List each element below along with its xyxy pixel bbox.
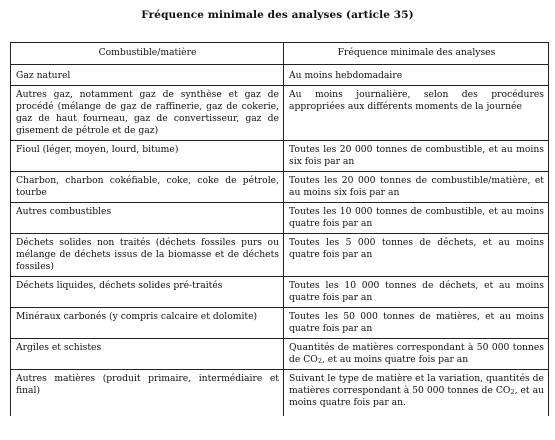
material-cell: Autres matières (produit primaire, intermédiaire et final) bbox=[11, 370, 284, 417]
frequency-text-end: , et au moins quatre fois par an bbox=[321, 354, 469, 365]
frequency-cell: Au moins hebdomadaire bbox=[284, 65, 549, 86]
table-row bbox=[11, 65, 549, 86]
table-row bbox=[11, 308, 549, 339]
material-cell: Fioul (léger, moyen, lourd, bitume) bbox=[11, 141, 284, 172]
material-cell: Déchets liquides, déchets solides pré-traités bbox=[11, 277, 284, 308]
frequency-cell: Toutes les 10 000 tonnes de combustible, et au moins quatre fois par an bbox=[284, 203, 549, 234]
material-cell: Charbon, charbon cokéfiable, coke, coke de pétrole, tourbe bbox=[11, 172, 284, 203]
subscript-2: 2 bbox=[317, 357, 322, 365]
frequency-cell: Toutes les 10 000 tonnes de déchets, et au moins quatre fois par an bbox=[284, 277, 549, 308]
material-cell: Déchets solides non traités (déchets fossiles purs ou mélange de déchets issus de la biomasse et de déchets fossiles) bbox=[11, 234, 284, 277]
material-cell: Autres combustibles bbox=[11, 203, 284, 234]
table-row bbox=[11, 339, 549, 370]
table-header-row bbox=[11, 43, 549, 65]
material-cell: Gaz naturel bbox=[11, 65, 284, 86]
analysis-frequency-table bbox=[10, 42, 549, 416]
frequency-cell bbox=[284, 370, 549, 417]
table-row bbox=[11, 141, 549, 172]
page-title: Fréquence minimale des analyses (article 35) bbox=[141, 9, 414, 21]
table-row bbox=[11, 172, 549, 203]
table-row bbox=[11, 86, 549, 141]
table-row bbox=[11, 277, 549, 308]
material-cell: Autres gaz, notamment gaz de synthèse et gaz de procédé (mélange de gaz de raffinerie, gaz de cokerie, gaz de haut fourneau, gaz de convertisseur, gaz de gisement de pétrole et de gaz) bbox=[11, 86, 284, 141]
frequency-cell: Toutes les 50 000 tonnes de matières, et au moins quatre fois par an bbox=[284, 308, 549, 339]
table-row bbox=[11, 370, 549, 417]
frequency-cell: Toutes les 20 000 tonnes de combustible/matière, et au moins six fois par an bbox=[284, 172, 549, 203]
material-cell: Minéraux carbonés (y compris calcaire et dolomite) bbox=[11, 308, 284, 339]
header-frequency: Fréquence minimale des analyses bbox=[284, 43, 549, 65]
table-row bbox=[11, 234, 549, 277]
material-cell: Argiles et schistes bbox=[11, 339, 284, 370]
table-row bbox=[11, 203, 549, 234]
frequency-cell bbox=[284, 339, 549, 370]
subscript-2: 2 bbox=[510, 388, 515, 396]
frequency-text: Quantités de matières correspondant à 50 000 tonnes de CO bbox=[289, 342, 544, 365]
frequency-cell: Au moins journalière, selon des procédures appropriées aux différents moments de la journée bbox=[284, 86, 549, 141]
header-material: Combustible/matière bbox=[11, 43, 284, 65]
frequency-cell: Toutes les 5 000 tonnes de déchets, et au moins quatre fois par an bbox=[284, 234, 549, 277]
frequency-cell: Toutes les 20 000 tonnes de combustible, et au moins six fois par an bbox=[284, 141, 549, 172]
frequency-text-end: , et au moins quatre fois par an. bbox=[289, 385, 544, 408]
frequency-text: Suivant le type de matière et la variation, quantités de matières correspondant à 50 000 tonnes de CO bbox=[289, 373, 544, 396]
